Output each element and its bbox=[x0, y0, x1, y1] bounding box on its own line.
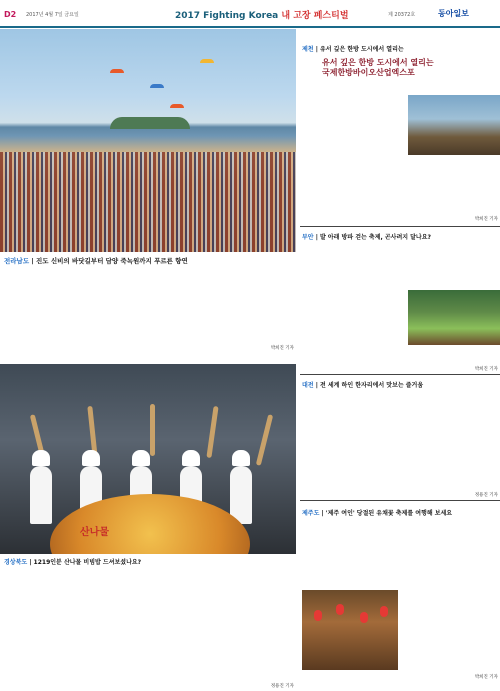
daejeon-kicker: 대전 bbox=[302, 382, 314, 389]
divider bbox=[300, 374, 500, 375]
gyeongbuk-byline: 정용진 기자 bbox=[270, 684, 294, 689]
buan-body-col3 bbox=[408, 348, 500, 366]
jeonnam-kicker: 전라남도 bbox=[4, 257, 30, 265]
gyeongbuk-body-col3 bbox=[200, 570, 294, 682]
jeju-byline: 박희진 기자 bbox=[474, 675, 498, 680]
gyeongbuk-body-col2 bbox=[100, 570, 194, 682]
section-title-a: 2017 Fighting Korea bbox=[175, 11, 279, 21]
jeonnam-body-col1 bbox=[4, 268, 94, 340]
jeju-body-col1 bbox=[302, 522, 404, 586]
jeonnam-body-col2 bbox=[100, 268, 194, 340]
issue-date: 2017년 4월 7일 금요일 bbox=[26, 12, 79, 18]
buan-headline bbox=[302, 232, 431, 241]
page-header bbox=[0, 0, 500, 28]
jecheon-subtitle bbox=[322, 58, 434, 78]
lantern bbox=[360, 612, 368, 623]
gyeongbuk-body-col1 bbox=[4, 570, 94, 682]
jeonnam-title: | 진도 신비의 바닷길부터 담양 죽녹원까지 푸르른 향연 bbox=[31, 257, 188, 265]
gyeongbuk-kicker: 경상북도 bbox=[4, 559, 28, 566]
jeju-body-col2 bbox=[408, 522, 500, 672]
jecheon-body-col2 bbox=[408, 160, 500, 214]
paddle bbox=[150, 404, 155, 456]
chef bbox=[230, 466, 252, 524]
chef bbox=[30, 466, 52, 524]
jecheon-kicker: 제천 bbox=[302, 46, 314, 53]
jecheon-expo-photo bbox=[408, 95, 500, 155]
issue-number: 제 20372호 bbox=[388, 12, 416, 18]
paraglider bbox=[110, 69, 124, 73]
daejeon-headline bbox=[302, 380, 423, 389]
divider bbox=[300, 500, 500, 501]
paraglider bbox=[200, 59, 214, 63]
lantern bbox=[380, 606, 388, 617]
jeju-kicker: 제주도 bbox=[302, 510, 320, 517]
section-title bbox=[175, 8, 349, 21]
jecheon-body-col1 bbox=[302, 95, 404, 211]
daejeon-title: | 전 세계 하인 한자리에서 맛보는 즐거움 bbox=[315, 382, 424, 389]
daejeon-body-col1 bbox=[302, 394, 404, 490]
jeonnam-headline bbox=[4, 256, 188, 265]
jeonnam-byline: 박희진 기자 bbox=[270, 346, 294, 351]
jeju-festival-photo bbox=[302, 590, 398, 670]
gyeongbuk-title: | 1219인분 산나물 비빔밥 드셔보셨나요? bbox=[29, 559, 142, 566]
buan-byline: 박희진 기자 bbox=[474, 367, 498, 372]
paraglider bbox=[170, 104, 184, 108]
paddle bbox=[256, 414, 273, 466]
island bbox=[110, 117, 190, 129]
jecheon-subtitle-line2: 국제한방바이오산업엑스포 bbox=[322, 68, 415, 77]
daejeon-body-col2 bbox=[408, 394, 500, 490]
jecheon-subtitle-line1: 유서 깊은 한방 도시에서 열리는 bbox=[322, 58, 434, 67]
buan-festival-photo bbox=[408, 290, 500, 345]
chef-hat bbox=[132, 450, 150, 466]
page-number: D2 bbox=[4, 10, 17, 19]
lantern bbox=[314, 610, 322, 621]
jecheon-byline: 박희진 기자 bbox=[474, 217, 498, 222]
jeonnam-festival-photo bbox=[0, 29, 296, 252]
daejeon-byline: 정용진 기자 bbox=[474, 493, 498, 498]
chef-hat bbox=[232, 450, 250, 466]
buan-kicker: 부안 bbox=[302, 234, 314, 241]
buan-title: | 발 아래 방파 걷는 축제, 곤사려지 달나요? bbox=[315, 234, 431, 241]
bowl-lettering: 산나물 bbox=[80, 527, 109, 538]
chef-hat bbox=[82, 450, 100, 466]
gyeongbuk-bibimbap-photo bbox=[0, 364, 296, 554]
chef-hat bbox=[182, 450, 200, 466]
buan-body-col2 bbox=[408, 246, 500, 286]
crowd bbox=[0, 152, 296, 252]
jecheon-title: | 유서 깊은 한방 도시에서 열리는 bbox=[315, 46, 404, 53]
newspaper-logo: 동아일보 bbox=[438, 9, 469, 18]
chef-hat bbox=[32, 450, 50, 466]
buan-body-col1 bbox=[302, 246, 404, 366]
lantern bbox=[336, 604, 344, 615]
jecheon-headline bbox=[302, 44, 404, 53]
jeju-headline bbox=[302, 508, 452, 517]
paraglider bbox=[150, 84, 164, 88]
section-title-b: 내 고장 페스티벌 bbox=[281, 11, 349, 21]
gyeongbuk-headline bbox=[4, 557, 141, 566]
jeonnam-body-col3 bbox=[200, 268, 294, 340]
paddle bbox=[206, 406, 218, 458]
jeju-title: | '제주 여인' 당절된 유채꽃 축제를 여행해 보세요 bbox=[321, 510, 453, 517]
divider bbox=[300, 226, 500, 227]
